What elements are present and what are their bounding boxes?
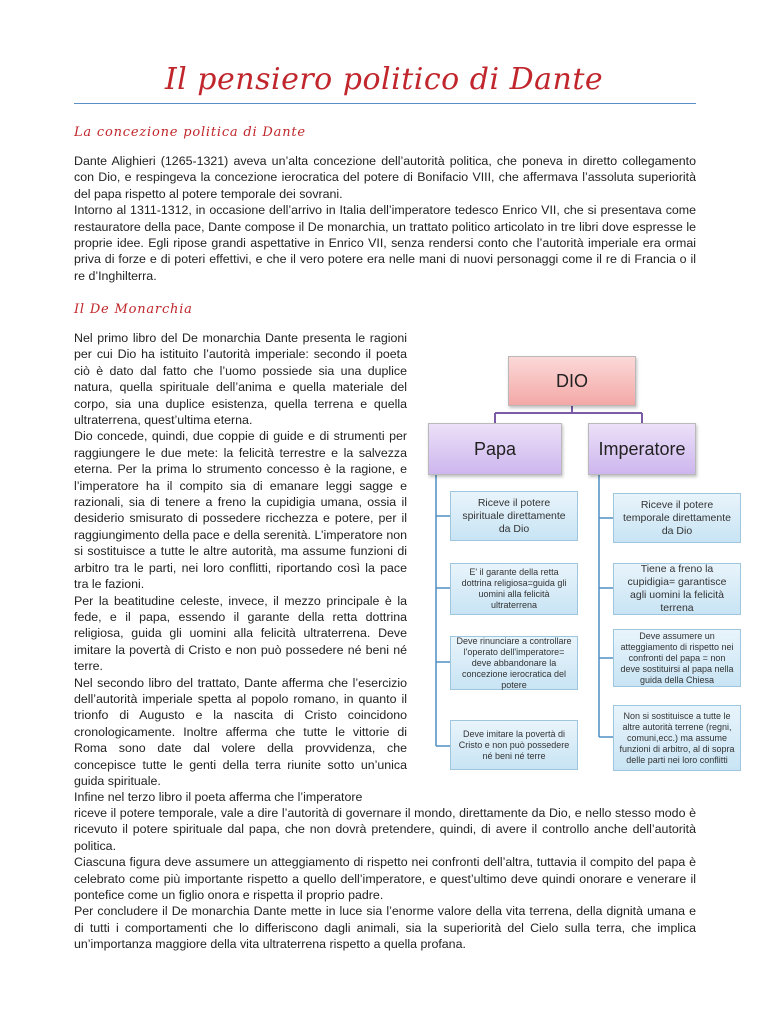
paragraph: Per concludere il De monarchia Dante mette in luce sia l’enorme valore della vita terrena, della dignità umana e di tutti i comportamenti che lo differiscono dagli animali, sia la superiorità del Cielo sulla terra, che implica un’importanza maggiore della vita ultraterrena rispetto a quella profana. bbox=[74, 904, 696, 952]
paragraph: Intorno al 1311-1312, in occasione dell’arrivo in Italia dell’imperatore tedesco Enrico VII, che si presentava come restauratore della pace, Dante compose il De monarchia, un trattato politico articolato in tre libri dove espresse le proprie idee. Egli ripose grandi aspettative in Enrico VII, senza rendersi conto che l’autorità imperiale era ormai priva di forze e di poteri effettivi, e che il vero potere era nelle mani di nuovi personaggi come il re di Francia o il re d’Inghilterra. bbox=[74, 203, 696, 283]
section-body-concezione bbox=[74, 153, 696, 284]
page-title: Il pensiero politico di Dante bbox=[164, 62, 604, 97]
title-divider bbox=[74, 103, 696, 104]
diagram-leaf-papa: Riceve il potere spirituale direttamente da Dio bbox=[450, 491, 578, 541]
diagram-node-dio: DIO bbox=[508, 356, 636, 406]
diagram-leaf-imperatore: Riceve il potere temporale direttamente da Dio bbox=[613, 493, 741, 543]
paragraph: Dio concede, quindi, due coppie di guide e di strumenti per raggiungere le due mete: la felicità terrestre e la salvezza eterna. Per la prima lo strumento concesso è la ragione, e l’imperatore ha il compito sia di emanare leggi sagge e razionali, sia di tenere a freno la cupidigia umana, ossia il desiderio smisurato di possedere ricchezza e potere, per il raggiungimento della pace e della serenità. L’imperatore non si sostituisce a tutte le altre autorità, ma assume funzioni di arbitro tra le parti, nei loro conflitti, riportando così la pace tra le fazioni. bbox=[74, 429, 407, 592]
diagram-leaf-imperatore: Tiene a freno la cupidigia= garantisce agli uomini la felicità terrena bbox=[613, 563, 741, 615]
paragraph: Per la beatitudine celeste, invece, il mezzo principale è la fede, e il papa, essendo il garante della retta dottrina religiosa, guida gli uomini alla felicità ultraterrena. Deve imitare la povertà di Cristo e non può possedere né beni né terre. bbox=[74, 593, 407, 674]
diagram-leaf-papa: Deve imitare la povertà di Cristo e non può possedere né beni né terre bbox=[450, 720, 578, 770]
paragraph: Ciascuna figura deve assumere un atteggiamento di rispetto nei confronti dell’altra, tuttavia il compito del papa è celebrato come più importante rispetto a quello dell’imperatore, e quest’ultimo deve quindi onorare e venerare il pontefice come un figlio onora e rispetta il proprio padre. bbox=[74, 855, 696, 903]
diagram-leaf-imperatore: Deve assumere un atteggiamento di rispetto nei confronti del papa = non deve sostituirsi al papa nella guida della Chiesa bbox=[613, 629, 741, 687]
diagram-node-imperatore: Imperatore bbox=[588, 423, 696, 475]
paragraph: Nel primo libro del De monarchia Dante presenta le ragioni per cui Dio ha istituito l’autorità imperiale: secondo il poeta ciò è dato dal fatto che l’uomo possiede sia una duplice natura, quella spirituale dell’anima e quella materiale del corpo, sia una duplice esistenza, quella terrena e quella ultraterrena, quest’ultima eterna. bbox=[74, 331, 407, 428]
section-heading-monarchia: Il De Monarchia bbox=[74, 302, 193, 317]
paragraph: Nel secondo libro del trattato, Dante afferma che l’esercizio dell’autorità imperiale spetta al popolo romano, in quanto il trionfo di Augusto e la nascita di Cristo coincidono cronologicamente. Inoltre afferma che tutte le vittorie di Roma sono date dal volere della provvidenza, che concepisce tutte le genti della terra riunite sotto un’unica guida spirituale. bbox=[74, 675, 407, 788]
section-heading-concezione: La concezione politica di Dante bbox=[74, 125, 306, 140]
paragraph: Infine nel terzo libro il poeta afferma che l’imperatore bbox=[74, 790, 363, 805]
section-body-monarchia-column bbox=[74, 330, 407, 806]
diagram-leaf-papa: Deve rinunciare a controllare l'operato dell'imperatore= deve abbandonare la concezione ierocratica del potere bbox=[450, 636, 578, 690]
diagram-leaf-imperatore: Non si sostituisce a tutte le altre autorità terrene (regni, comuni,ecc.) ma assume funzioni di arbitro, al di sopra delle parti nei loro conflitti bbox=[613, 705, 741, 771]
section-body-monarchia-full bbox=[74, 805, 696, 953]
paragraph: Dante Alighieri (1265-1321) aveva un’alta concezione dell’autorità politica, che poneva in diretto collegamento con Dio, e respingeva la concezione ierocratica del potere di Bonifacio VIII, che affermava l’assoluta superiorità del papa rispetto al potere temporale dei sovrani. bbox=[74, 154, 696, 201]
diagram-leaf-papa: E' il garante della retta dottrina religiosa=guida gli uomini alla felicità ultraterrena bbox=[450, 563, 578, 615]
diagram-node-papa: Papa bbox=[428, 423, 562, 475]
paragraph: riceve il potere temporale, vale a dire l’autorità di governare il mondo, direttamente da Dio, e nello stesso modo è ricevuto il potere spirituale dal papa, che non dovrà pretendere, quindi, di avere il controllo anche dell’autorità politica. bbox=[74, 806, 696, 853]
